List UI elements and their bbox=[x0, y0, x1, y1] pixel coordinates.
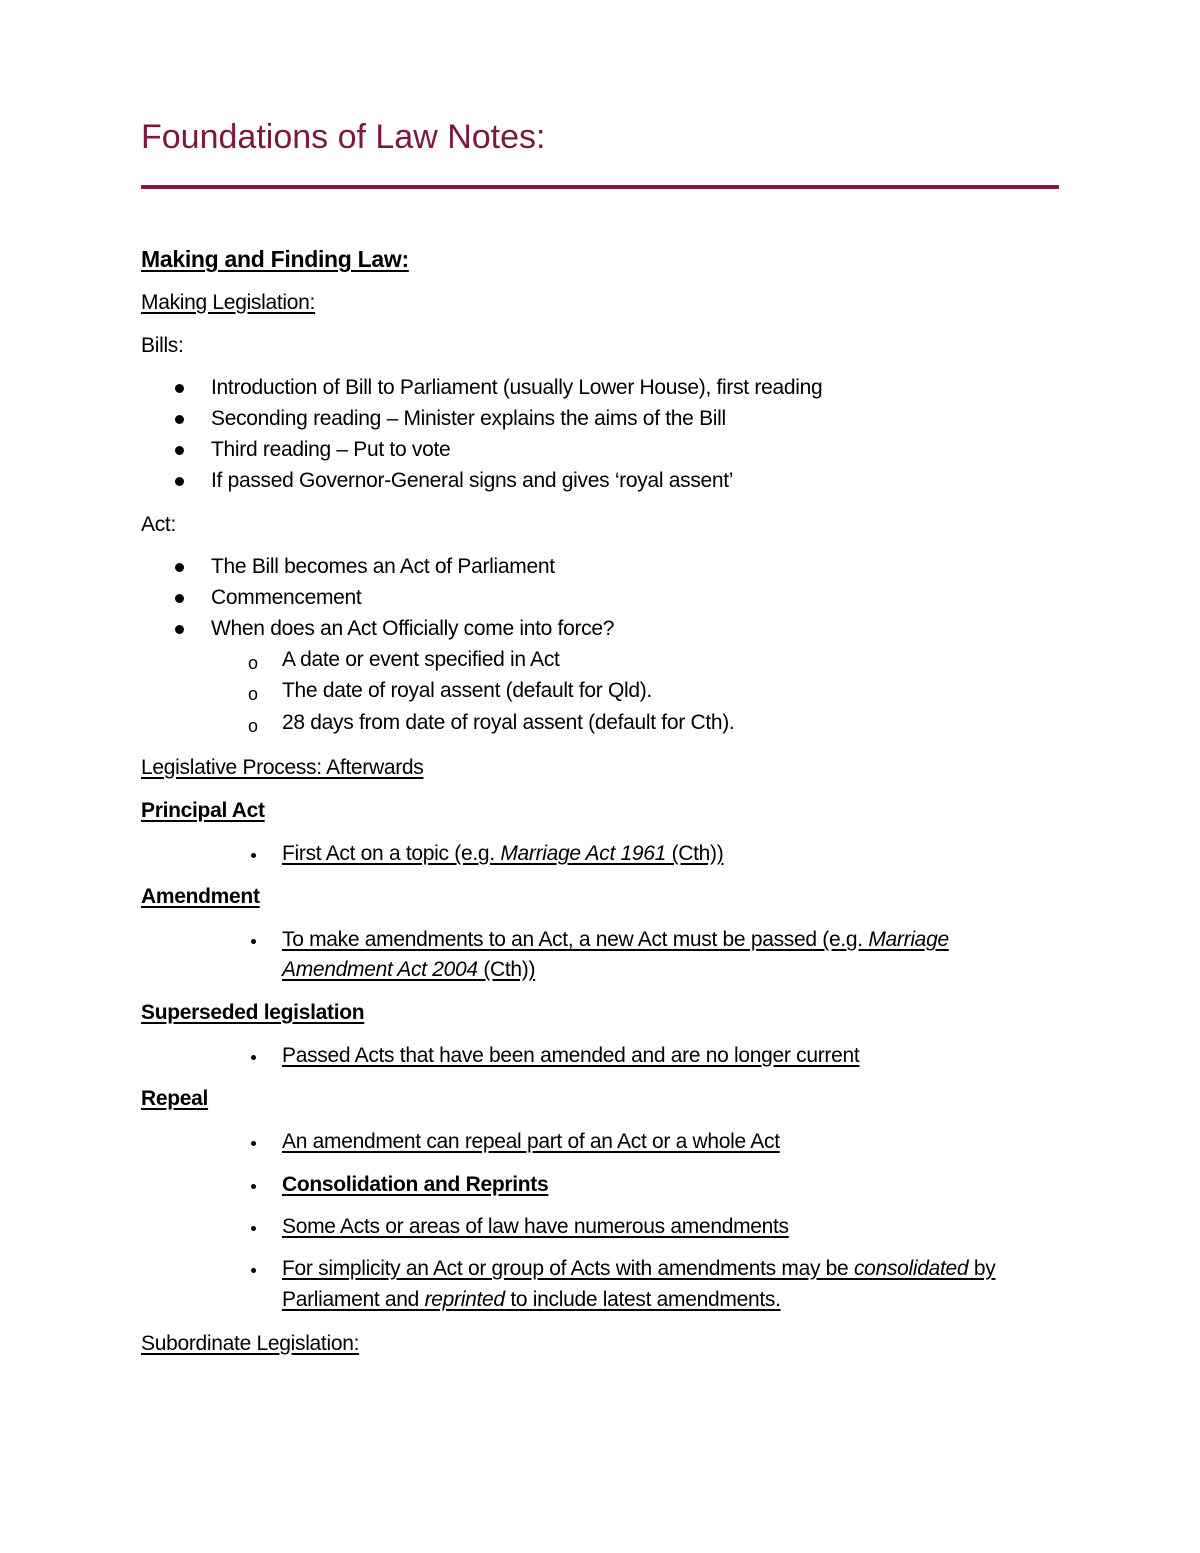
list-item: 28 days from date of royal assent (default for Cth). bbox=[282, 711, 735, 734]
repeal-item-line-2: Parliament and reprinted to include latest amendments. bbox=[282, 1288, 781, 1311]
principal-act-item: First Act on a topic (e.g. Marriage Act 1961 (Cth)) bbox=[282, 842, 724, 865]
bullet-icon bbox=[175, 477, 184, 486]
act-label: Act: bbox=[141, 513, 176, 536]
amendment-item-line-2: Amendment Act 2004 (Cth)) bbox=[282, 958, 536, 981]
list-item: A date or event specified in Act bbox=[282, 648, 560, 671]
repeal-item: Some Acts or areas of law have numerous amendments bbox=[282, 1215, 789, 1238]
subordinate-legislation-heading: Subordinate Legislation: bbox=[141, 1332, 360, 1355]
superseded-item: Passed Acts that have been amended and are no longer current bbox=[282, 1044, 860, 1067]
superseded-heading: Superseded legislation bbox=[141, 1001, 365, 1024]
list-item: Seconding reading – Minister explains the aims of the Bill bbox=[211, 407, 726, 430]
list-item: The date of royal assent (default for Qld). bbox=[282, 679, 652, 702]
legislative-process-heading: Legislative Process: Afterwards bbox=[141, 756, 424, 779]
bullet-icon bbox=[251, 939, 256, 944]
list-item: Third reading – Put to vote bbox=[211, 438, 451, 461]
bills-label: Bills: bbox=[141, 334, 184, 357]
repeal-item-line-1: For simplicity an Act or group of Acts with amendments may be consolidated by bbox=[282, 1257, 996, 1280]
sub-bullet-icon: o bbox=[248, 653, 259, 673]
repeal-heading: Repeal bbox=[141, 1087, 209, 1110]
list-item: When does an Act Officially come into force? bbox=[211, 617, 615, 640]
bullet-icon bbox=[175, 446, 184, 455]
page-title: Foundations of Law Notes: bbox=[141, 118, 546, 156]
bullet-icon bbox=[251, 1184, 256, 1189]
sub-bullet-icon: o bbox=[248, 684, 259, 704]
list-item: Introduction of Bill to Parliament (usually Lower House), first reading bbox=[211, 376, 823, 399]
repeal-item: Consolidation and Reprints bbox=[282, 1173, 549, 1196]
list-item: The Bill becomes an Act of Parliament bbox=[211, 555, 555, 578]
list-item: Commencement bbox=[211, 586, 362, 609]
sub-bullet-icon: o bbox=[248, 716, 259, 736]
bullet-icon bbox=[175, 594, 184, 603]
bullet-icon bbox=[251, 1141, 256, 1146]
repeal-item: An amendment can repeal part of an Act or a whole Act bbox=[282, 1130, 780, 1153]
bullet-icon bbox=[175, 415, 184, 424]
principal-act-heading: Principal Act bbox=[141, 799, 265, 822]
section-heading: Making and Finding Law: bbox=[141, 246, 409, 272]
title-rule bbox=[141, 185, 1059, 189]
bullet-icon bbox=[251, 1268, 256, 1273]
amendment-item-line-1: To make amendments to an Act, a new Act must be passed (e.g. Marriage bbox=[282, 928, 949, 951]
making-legislation-heading: Making Legislation: bbox=[141, 291, 316, 314]
bullet-icon bbox=[251, 1226, 256, 1231]
bullet-icon bbox=[251, 853, 256, 858]
bullet-icon bbox=[175, 384, 184, 393]
amendment-heading: Amendment bbox=[141, 885, 260, 908]
list-item: If passed Governor-General signs and gives ‘royal assent’ bbox=[211, 469, 734, 492]
bullet-icon bbox=[251, 1055, 256, 1060]
bullet-icon bbox=[175, 625, 184, 634]
bullet-icon bbox=[175, 563, 184, 572]
